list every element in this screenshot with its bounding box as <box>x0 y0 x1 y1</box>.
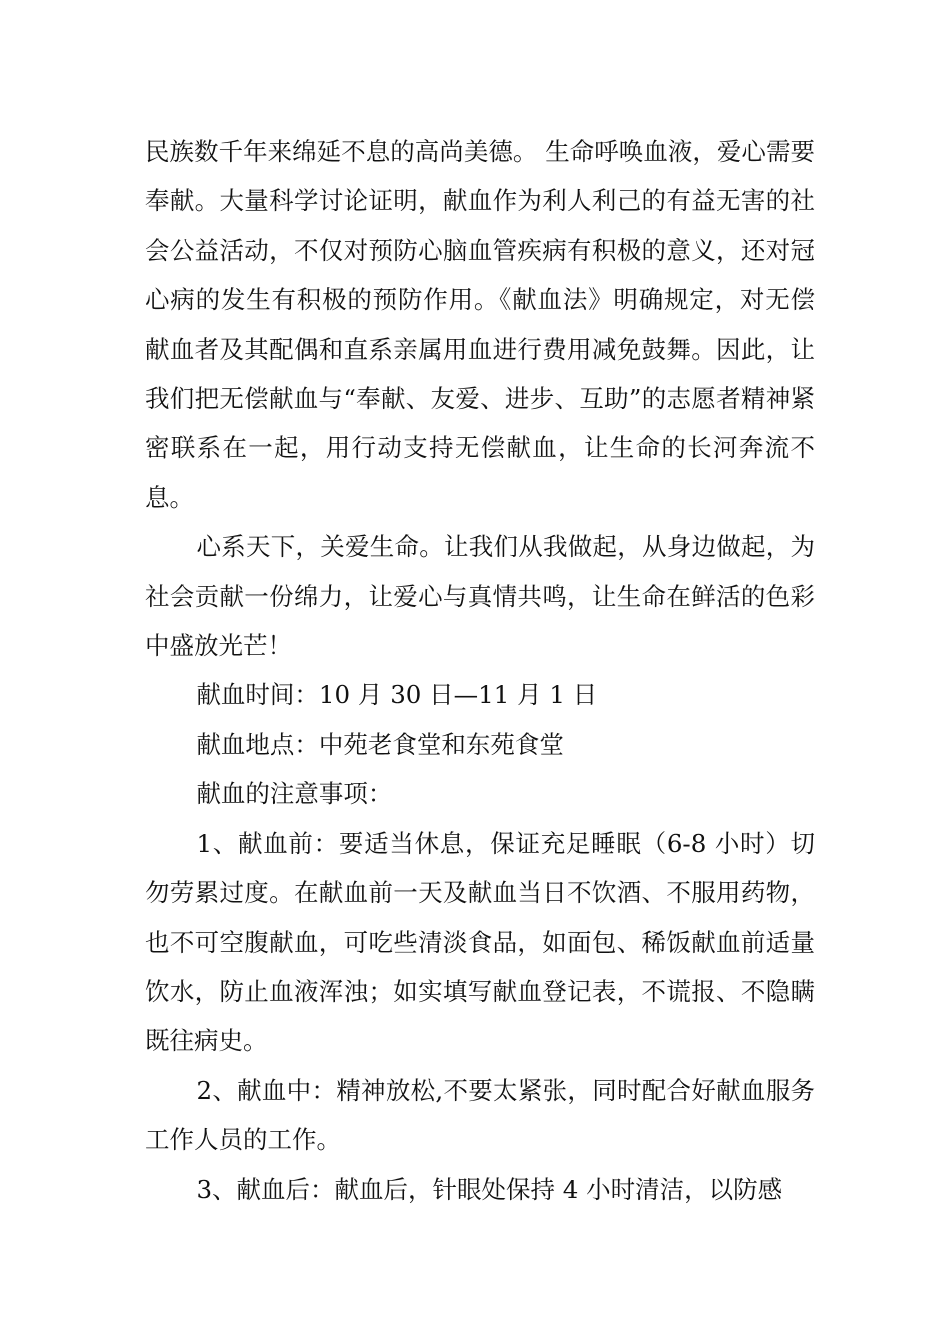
paragraph-donation-significance: 民族数千年来绵延不息的高尚美德。 生命呼唤血液，爱心需要奉献。大量科学讨论证明，献血作为利人利己的有益无害的社会公益活动，不仅对预防心脑血管疾病有积极的意义，还对冠心病的发生有积极的预防作用。《献血法》明确规定，对无偿献血者及其配偶和直系亲属用血进行费用减免鼓舞。因此，让我们把无偿献血与“奉献、友爱、进步、互助”的志愿者精神紧密联系在一起，用行动支持无偿献血，让生命的长河奔流不息。 <box>145 137 815 512</box>
paragraph-after-donation: 3、献血后：献血后，针眼处保持 4 小时清洁，以防感 <box>196 1174 783 1204</box>
paragraph-donation-location: 献血地点：中苑老食堂和东苑食堂 <box>196 729 564 759</box>
paragraph-before-donation: 1、献血前：要适当休息，保证充足睡眠（6-8 小时）切勿劳累过度。在献血前一天及献血当日不饮酒、不服用药物，也不可空腹献血，可吃些清淡食品，如面包、稀饭献血前适量饮水，防止血液浑浊；如实填写献血登记表，不谎报、不隐瞒既往病史。 <box>145 828 815 1056</box>
paragraph-care-for-life: 心系天下，关爱生命。让我们从我做起，从身边做起，为社会贡献一份绵力，让爱心与真情共鸣，让生命在鲜活的色彩中盛放光芒！ <box>145 532 815 661</box>
document-body <box>145 127 815 1214</box>
paragraph-notes-heading: 献血的注意事项： <box>196 779 393 809</box>
paragraph-donation-time: 献血时间：10 月 30 日—11 月 1 日 <box>196 680 598 710</box>
paragraph-during-donation: 2、献血中：精神放松,不要太紧张，同时配合好献血服务工作人员的工作。 <box>145 1075 815 1155</box>
